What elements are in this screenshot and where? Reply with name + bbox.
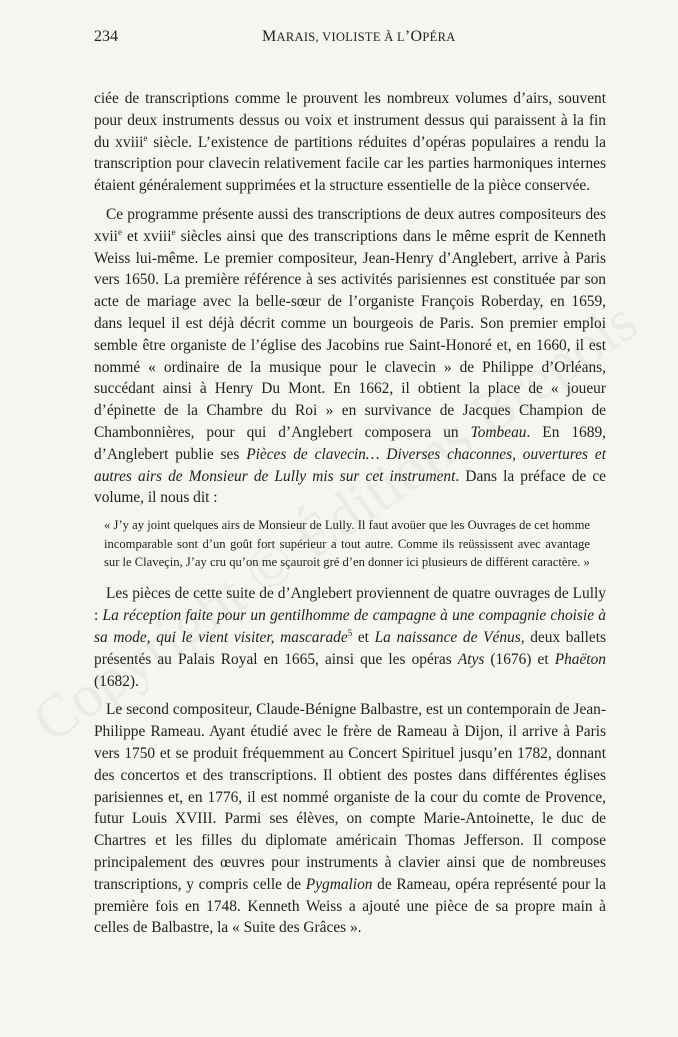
paragraph-4-text-b: de Rameau, opéra représenté pour la première fois en 1748. Kenneth Weiss a ajouté une pièce de sa propre main à celles de Balbastre, la « Suite des Grâces ». [94,875,606,937]
paragraph-3-text-b: et [352,628,375,646]
paragraph-2 [94,204,606,509]
italic-title-pygmalion: Pygmalion [305,875,373,893]
running-title-initial-m: M [262,28,277,45]
paragraph-4-text-a: Le second compositeur, Claude-Bénigne Balbastre, est un contemporain de Jean-Philippe Rameau. Ayant étudié avec le frère de Rameau à Dijon, il arrive à Paris vers 1750 et se produit fréquemment au Concert Spirituel jusqu’en 1782, donnant des concertos et des transcriptions. Il obtient des postes dans différentes églises parisiennes et, en 1776, il est nommé organiste de la cour du comte de Provence, futur Louis XVIII. Parmi ses élèves, on compte Marie-Antoinette, le duc de Chartres et les filles du diplomate américain Thomas Jefferson. Il compose principalement des œuvres pour instruments à clavier ainsi que de nombreuses transcriptions, y compris celle de [94,701,606,893]
paragraph-3 [94,583,606,692]
block-quote: « J’y ay joint quelques airs de Monsieur de Lully. Il faut avoüer que les Ouvrages de cet homme incomparable sont d’un goût fort supérieur a tout autre. Comme ils reüssissent avec avantage sur le Claveçin, J’ay cru qu’on me sçauroit gré d’en donner ici plusieurs de différent caractère. » [104,518,590,569]
paragraph-2-text-b: et xviii [121,227,172,245]
superscript-e: e [143,132,148,143]
paragraph-2-text-a: Ce programme présente aussi des transcriptions de deux autres compositeurs des xvii [94,205,606,245]
running-header [94,28,606,54]
italic-title-atys: Atys [457,650,485,668]
italic-title-reception: La réception faite pour un gentilhomme de campagne à une compagnie choisie à sa mode, qui le vient visiter, mascarade [94,607,606,646]
paragraph-3-text-a: Les pièces de cette suite de d’Anglebert proviennent de quatre ouvrages de Lully : [94,585,606,625]
superscript-e: e [117,226,122,237]
italic-title-tombeau: Tombeau [470,423,527,441]
paragraph-2-text-d: . En 1689, d’Anglebert publie ses [94,423,606,463]
running-title-part-2: PÉRA [422,30,456,44]
paragraph-1 [94,88,606,197]
main-text [94,88,606,946]
footnote-marker: 5 [347,627,353,638]
italic-title-pieces-de-clavecin: Pièces de clavecin… Diverses chaconnes, ouvertures et autres airs de Monsieur de Lully mis sur cet instrument [94,445,607,485]
paragraph-3-text-e: (1682). [94,672,139,690]
italic-title-phaeton: Phaëton [554,650,606,668]
running-title [262,28,456,46]
paragraph-3-text-c: , deux ballets présentés au Palais Royal en 1665, ainsi que les opéras [94,628,606,668]
paragraph-2-text-e: . Dans la préface de ce volume, il nous dit : [94,467,606,507]
paragraph-4 [94,699,606,939]
superscript-e: e [171,226,176,237]
paragraph-2-text-c: siècles ainsi que des transcriptions dans le même esprit de Kenneth Weiss lui-même. Le premier compositeur, Jean-Henry d’Anglebert, arrive à Paris vers 1650. La première référence à ses activités parisiennes est constituée par son acte de mariage avec la belle-sœur de l’organiste François Roberday, en 1659, dans lequel il est déjà décrit comme un bourgeois de Paris. Son premier emploi semble être organiste de l’église des Jacobins rue Saint-Honoré et, en 1660, il est nommé « ordinaire de la musique pour le clavecin » de Philippe d’Orléans, succédant ainsi à Henry Du Mont. En 1662, il obtient la place de « joueur d’épinette de la Chambre du Roi » en survivance de Jacques Champion de Chambonnières, pour qui d’Anglebert composera un [94,227,606,441]
paragraph-3-text-d: (1676) et [484,650,555,668]
paragraph-1-text: ciée de transcriptions comme le prouvent les nombreux volumes d’airs, souvent pour deux instruments dessus ou voix et instrument dessus qui paraissent à la fin du xviii [94,90,606,151]
running-title-part-1: ARAIS, VIOLISTE À L [276,30,405,44]
paragraph-1-text-rest: siècle. L’existence de partitions réduites d’opéras populaires a rendu la transcription pour clavecin relativement facile car les parties harmoniques internes étaient généralement supprimées et la structure essentielle de la pièce conservée. [94,133,606,195]
page-number: 234 [94,28,118,45]
running-title-initial-o: ’O [404,28,423,45]
italic-title-naissance-de-venus: La naissance de Vénus [374,628,521,646]
